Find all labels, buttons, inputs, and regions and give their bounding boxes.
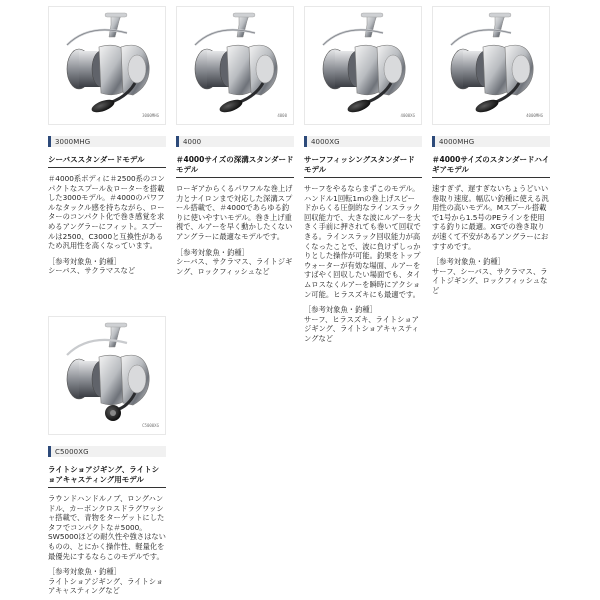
product-description: ラウンドハンドルノブ、ロングハンドル、カーボンクロスドラグワッシャ搭載で、青物をターゲットにしたタフでコンパクトな＃5000。SW5000ほどの耐久性や強さはないものの、とにかく操作性、軽量化を最優先にするならこのモデルです。 [48, 494, 166, 561]
photo-model-label: 3000MHG [142, 113, 159, 118]
model-name: 3000MHG [55, 137, 91, 146]
model-name: C5000XG [55, 447, 89, 456]
photo-model-label: C5000XG [142, 423, 159, 428]
product-card [48, 316, 166, 596]
target-fish: サーフ、ヒラスズキ、ライトショアジギング、ライトショアキャスティングなど [304, 314, 419, 343]
product-description: 速すぎず、遅すぎないちょうどいい巻取り速度。幅広い釣種に使える汎用性の高いモデル。Mスプール搭載で1号から1.5号のPEラインを使用する釣りに最適。XGでの巻き取りが速くて不安があるアングラーにおすすめです。 [432, 184, 549, 251]
model-name: 4000 [183, 137, 202, 146]
model-bar [48, 136, 166, 147]
product-description: ローギアからくるパワフルな巻上げ力とナイロンまで対応した深溝スプール搭載で、＃4000であらゆる釣りに使いやすいモデル。巻き上げ重視で、ルアーを早く動かしたくないアングラーに最適なモデルです。 [176, 184, 293, 241]
model-name: 4000XG [311, 137, 340, 146]
product-card [176, 6, 294, 276]
model-name: 4000MHG [439, 137, 475, 146]
model-bar [48, 446, 166, 457]
product-photo[interactable] [48, 6, 166, 125]
model-bar [176, 136, 294, 147]
product-description: ＃4000系ボディに＃2500系のコンパクトなスプール＆ローターを搭載した3000モデル。＃4000のパワフルなタックル感を持ちながら、ローターのコンパクト化で巻き感覚を求めるアングラーにフィット。スプールは2500、C3000と互換性があるため汎用性を高くなっています。 [48, 174, 165, 251]
product-description: サーフをやるならまずこのモデル。ハンドル1回転1mの巻上げスピードからくる圧倒的なラインスラック回収能力で、大きな波にルアーを大きく手前に押されても巻いて回収できる。ラインスラック回収能力が高くなったことで、波に負けずしっかりとした操作が可能。釣果をトップウォーターが有効な場面、ルアーをすばやく回収したい場面でも、タイムロスなくルアーを瞬時にアクション可能。ヒラスズキにも最適です。 [304, 184, 421, 299]
target-fish: シーバス、サクラマスなど [48, 266, 136, 276]
product-title: ライトショアジギング、ライトショアキャスティング用モデル [48, 465, 166, 488]
target-fish: シーバス、サクラマス、ライトジギング、ロックフィッシュなど [176, 257, 293, 276]
target-fish: ライトショアジギング、ライトショアキャスティングなど [48, 576, 164, 596]
spinning-reel-image [49, 7, 166, 125]
product-photo[interactable] [48, 316, 166, 435]
photo-model-label: 4000 [277, 113, 287, 118]
target-fish-label: ［参考対象魚・釣種］ [48, 256, 121, 266]
product-card [304, 6, 422, 344]
product-title: ＃4000サイズのスタンダードハイギアモデル [432, 155, 550, 178]
product-title: シーバススタンダードモデル [48, 155, 166, 168]
spinning-reel-image [305, 7, 422, 125]
photo-model-label: 4000XG [400, 113, 415, 118]
product-photo[interactable] [432, 6, 550, 125]
product-card [432, 6, 550, 296]
model-bar [304, 136, 422, 147]
spinning-reel-image [433, 7, 550, 125]
product-photo[interactable] [176, 6, 294, 125]
target-fish-label: ［参考対象魚・釣種］ [48, 567, 121, 577]
target-fish: サーフ、シーバス、サクラマス、ライトジギング、ロックフィッシュなど [432, 266, 548, 295]
photo-model-label: 4000MHG [526, 113, 543, 118]
target-fish-label: ［参考対象魚・釣種］ [176, 247, 249, 257]
spinning-reel-image [49, 317, 166, 435]
spinning-reel-image [177, 7, 294, 125]
product-title: ＃4000サイズの深溝スタンダードモデル [176, 155, 294, 178]
model-bar [432, 136, 550, 147]
product-title: サーフフィッシングスタンダードモデル [304, 155, 422, 178]
target-fish-label: ［参考対象魚・釣種］ [304, 305, 377, 315]
target-fish-label: ［参考対象魚・釣種］ [432, 257, 505, 267]
product-card [48, 6, 166, 276]
product-photo[interactable] [304, 6, 422, 125]
